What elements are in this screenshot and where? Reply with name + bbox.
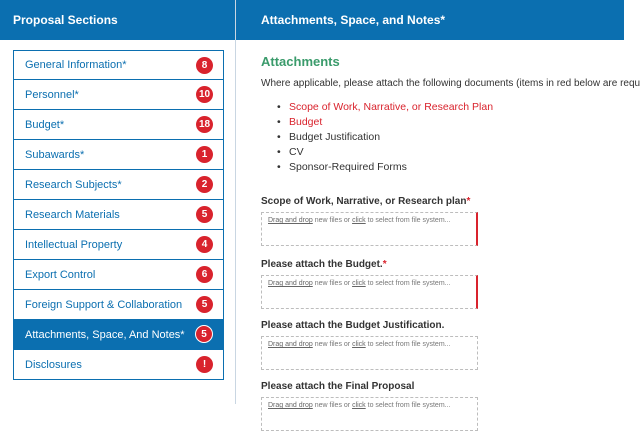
budget-field [261, 259, 481, 309]
click-to-select-link[interactable]: click [352, 217, 366, 224]
error-count-badge: 4 [196, 236, 213, 253]
list-item: • CV [277, 145, 624, 160]
error-count-badge: 1 [196, 146, 213, 163]
click-to-select-link[interactable]: click [352, 280, 366, 287]
list-item: • Budget Justification [277, 130, 624, 145]
nav-item-personnel[interactable] [13, 80, 224, 110]
final-proposal-dropzone[interactable]: Drag and drop new files or click to select from file system... [261, 397, 478, 431]
drag-drop-link[interactable]: Drag and drop [268, 402, 313, 409]
nav-item-export-control[interactable] [13, 260, 224, 290]
document-list [277, 100, 624, 175]
nav-item-label: Disclosures [25, 358, 82, 371]
error-count-badge: 5 [196, 296, 213, 313]
main-panel [236, 0, 640, 409]
nav-item-research-materials[interactable] [13, 200, 224, 230]
nav-item-attachments[interactable] [13, 320, 224, 350]
nav-item-label: General Information* [25, 59, 127, 71]
field-label: Please attach the Budget Justification. [261, 320, 445, 331]
list-item: • Budget [277, 115, 624, 130]
final-proposal-field [261, 381, 481, 431]
nav-item-label: Foreign Support & Collaboration [25, 298, 183, 311]
error-count-badge: 5 [195, 325, 213, 343]
scope-of-work-dropzone[interactable]: Drag and drop new files or click to select from file system... [261, 212, 478, 246]
nav-item-intellectual-property[interactable] [13, 230, 224, 260]
nav-item-label: Personnel* [25, 88, 79, 101]
nav-item-label: Subawards* [25, 148, 85, 161]
nav-item-label: Budget* [25, 118, 65, 131]
budget-justification-field [261, 320, 481, 370]
scope-of-work-field [261, 196, 481, 246]
nav-item-label: Export Control [25, 268, 96, 281]
nav-item-label: Research Materials [25, 208, 120, 221]
nav-item-subawards[interactable] [13, 140, 224, 170]
budget-justification-dropzone[interactable]: Drag and drop new files or click to select from file system... [261, 336, 478, 370]
attachments-content [261, 40, 640, 409]
sidebar-title: Proposal Sections [13, 13, 118, 27]
error-count-badge: 18 [196, 116, 213, 133]
field-label: Please attach the Budget.* [261, 259, 387, 270]
click-to-select-link[interactable]: click [352, 341, 366, 348]
section-nav [13, 50, 224, 380]
drag-drop-link[interactable]: Drag and drop [268, 280, 313, 287]
nav-item-label: Research Subjects* [25, 178, 122, 191]
sidebar-header [0, 0, 235, 40]
list-item: • Scope of Work, Narrative, or Research Plan [277, 100, 624, 115]
field-label: Please attach the Final Proposal [261, 381, 415, 392]
main-header [236, 0, 624, 40]
budget-dropzone[interactable]: Drag and drop new files or click to select from file system... [261, 275, 478, 309]
nav-item-general-information[interactable] [13, 50, 224, 80]
nav-item-label: Intellectual Property [25, 238, 123, 251]
sidebar [0, 0, 235, 404]
error-count-badge: 10 [196, 86, 213, 103]
error-count-badge: 6 [196, 266, 213, 283]
list-item: • Sponsor-Required Forms [277, 160, 624, 175]
intro-text: Where applicable, please attach the following documents (items in red below are requ [261, 78, 640, 89]
drag-drop-link[interactable]: Drag and drop [268, 217, 313, 224]
nav-item-budget[interactable] [13, 110, 224, 140]
section-title: Attachments [261, 54, 340, 69]
error-count-badge: 2 [196, 176, 213, 193]
nav-item-label: Attachments, Space, And Notes* [25, 328, 185, 341]
error-count-badge: 8 [196, 57, 213, 74]
click-to-select-link[interactable]: click [352, 402, 366, 409]
nav-item-research-subjects[interactable] [13, 170, 224, 200]
field-label: Scope of Work, Narrative, or Research plan* [261, 196, 471, 207]
nav-item-foreign-support[interactable] [13, 290, 224, 320]
alert-icon: ! [196, 356, 213, 373]
error-count-badge: 5 [196, 206, 213, 223]
drag-drop-link[interactable]: Drag and drop [268, 341, 313, 348]
page-title: Attachments, Space, and Notes* [261, 13, 446, 27]
nav-item-disclosures[interactable] [13, 350, 224, 380]
